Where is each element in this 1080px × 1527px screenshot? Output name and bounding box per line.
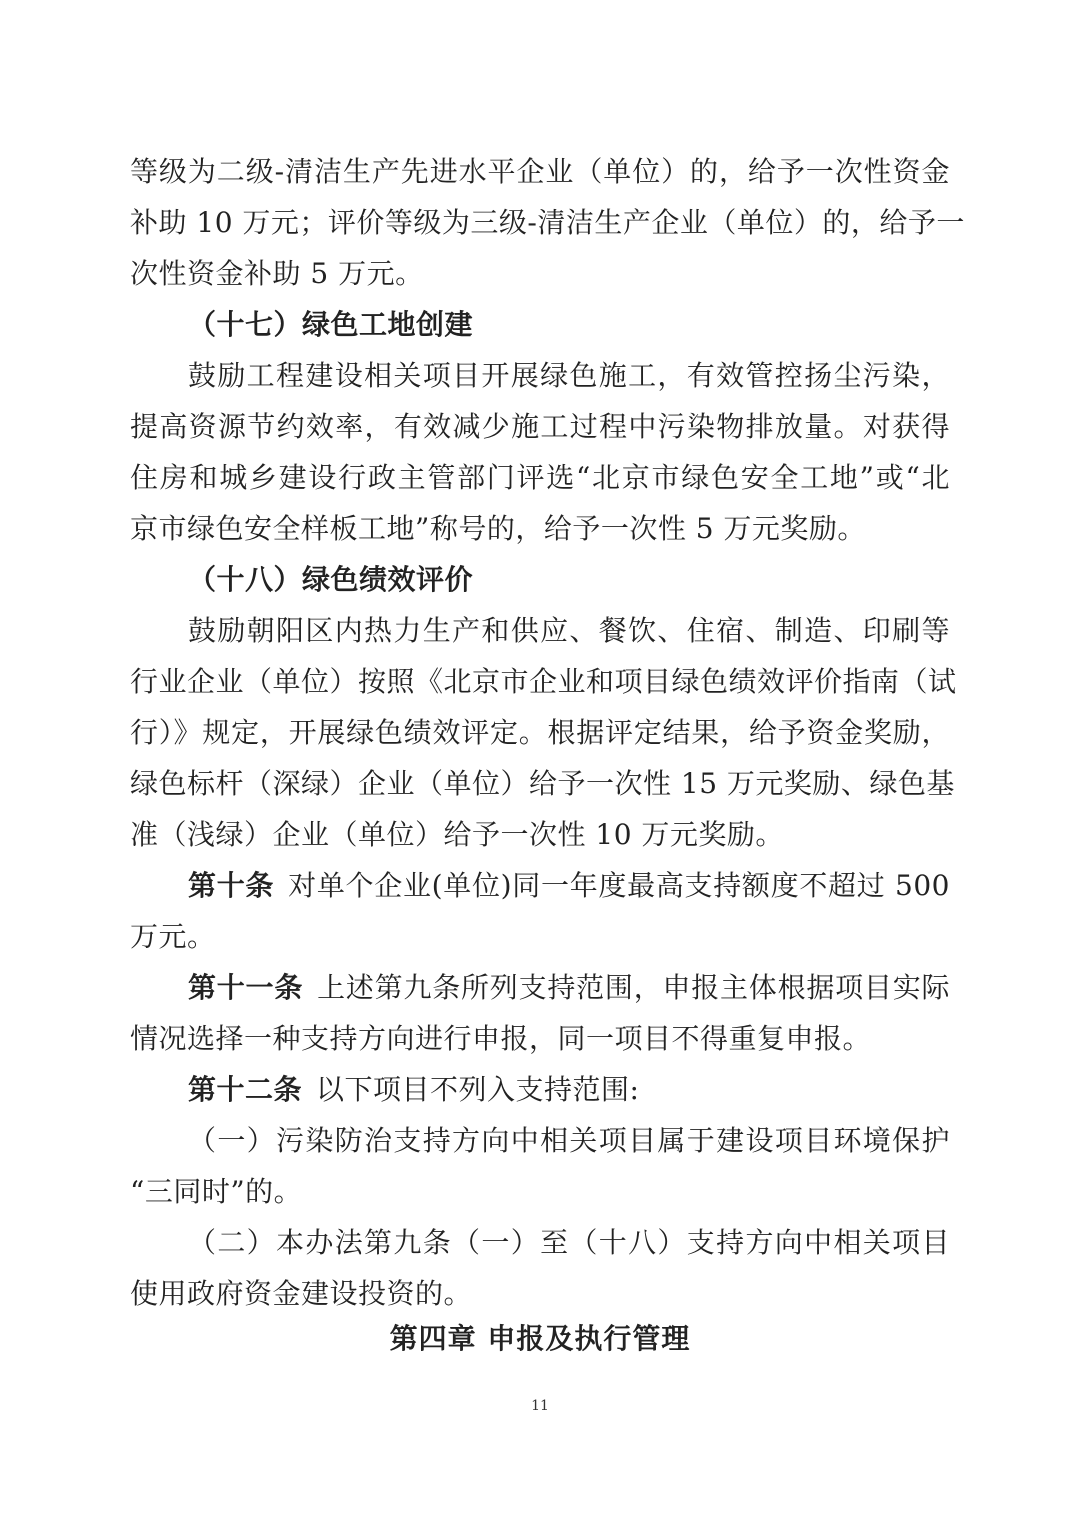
- document-body: [130, 146, 965, 1319]
- paragraph-line: 京市绿色安全样板工地”称号的，给予一次性 5 万元奖励。: [130, 512, 866, 545]
- paragraph-line: 鼓励工程建设相关项目开展绿色施工，有效管控扬尘污染，: [188, 359, 950, 392]
- list-item-2: （二）本办法第九条（一）至（十八）支持方向中相关项目: [188, 1226, 950, 1259]
- paragraph-line: 鼓励朝阳区内热力生产和供应、餐饮、住宿、制造、印刷等: [188, 614, 950, 647]
- article-10-text: 对单个企业(单位)同一年度最高支持额度不超过 500: [288, 869, 950, 902]
- article-11-heading: 第十一条: [188, 971, 304, 1004]
- paragraph-line: 绿色标杆（深绿）企业（单位）给予一次性 15 万元奖励、绿色基: [130, 767, 955, 800]
- paragraph-line: 住房和城乡建设行政主管部门评选“北京市绿色安全工地”或“北: [130, 461, 950, 494]
- paragraph-line: 使用政府资金建设投资的。: [130, 1277, 473, 1310]
- paragraph-line: 行业企业（单位）按照《北京市企业和项目绿色绩效评价指南（试: [130, 665, 957, 698]
- section-heading-17: （十七）绿色工地创建: [188, 308, 474, 341]
- article-11-text: 上述第九条所列支持范围，申报主体根据项目实际: [317, 971, 950, 1004]
- article-10-line: [130, 860, 950, 911]
- article-12-heading: 第十二条: [188, 1073, 303, 1106]
- paragraph-line: 准（浅绿）企业（单位）给予一次性 10 万元奖励。: [130, 818, 784, 851]
- paragraph-line: 提高资源节约效率，有效减少施工过程中污染物排放量。对获得: [130, 410, 950, 443]
- article-12-line: [130, 1064, 950, 1115]
- paragraph-line: 次性资金补助 5 万元。: [130, 257, 424, 290]
- article-12-text: 以下项目不列入支持范围:: [316, 1073, 640, 1106]
- list-item-1: （一）污染防治支持方向中相关项目属于建设项目环境保护: [188, 1124, 950, 1157]
- paragraph-line: “三同时”的。: [130, 1175, 303, 1208]
- article-10-heading: 第十条: [188, 869, 275, 902]
- paragraph-line: 行）》规定，开展绿色绩效评定。根据评定结果，给予资金奖励，: [130, 716, 950, 749]
- article-11-line: [130, 962, 950, 1013]
- paragraph-line: 情况选择一种支持方向进行申报，同一项目不得重复申报。: [130, 1022, 872, 1055]
- paragraph-line: 等级为二级-清洁生产先进水平企业（单位）的，给予一次性资金: [130, 155, 950, 188]
- paragraph-line: 万元。: [130, 920, 216, 953]
- section-heading-18: （十八）绿色绩效评价: [188, 563, 474, 596]
- paragraph-line: 补助 10 万元；评价等级为三级-清洁生产企业（单位）的，给予一: [130, 206, 965, 239]
- chapter-title: 第四章 申报及执行管理: [389, 1322, 691, 1355]
- page-number: 11: [531, 1398, 549, 1414]
